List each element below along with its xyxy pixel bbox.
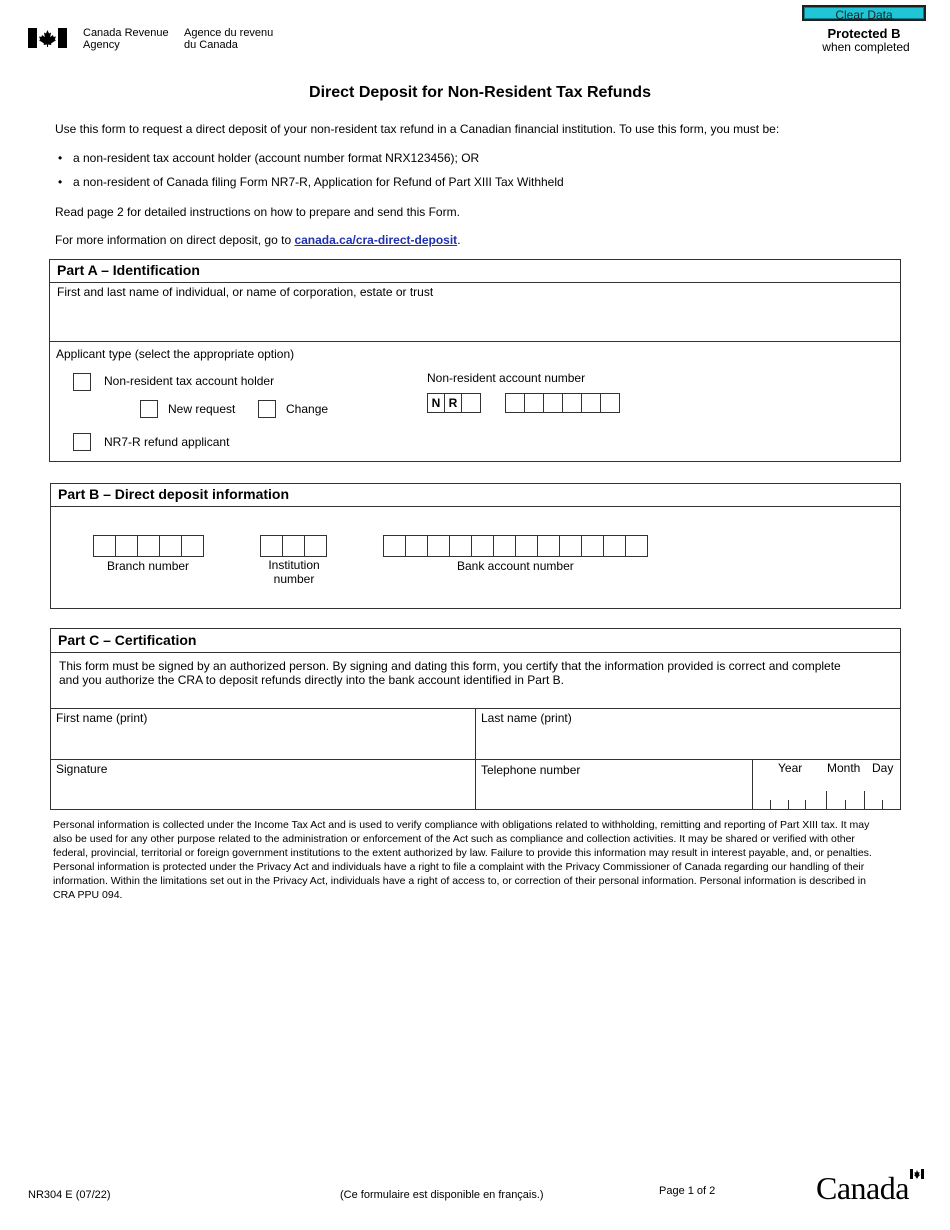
privacy-line: federal, provincial, territorial or foreign government institutions to the extent authorized by law. Failure to provide this information may result in interest payable, and, or penalties. xyxy=(53,847,872,859)
account-holder-label: Non-resident tax account holder xyxy=(104,374,275,388)
signature-field[interactable] xyxy=(51,776,474,810)
account-prefix-cells xyxy=(427,393,481,413)
bank-account-digit-cell[interactable] xyxy=(405,535,428,557)
bullet-1-text: a non-resident tax account holder (account number format NRX123456); OR xyxy=(73,151,480,165)
bank-account-digit-cell[interactable] xyxy=(427,535,450,557)
date-field[interactable] xyxy=(753,779,900,810)
signature-label: Signature xyxy=(56,762,108,776)
protected-b-label: Protected B xyxy=(827,26,901,41)
bank-account-digit-cell[interactable] xyxy=(471,535,494,557)
account-digit-cells xyxy=(505,393,620,413)
prefix-r-cell: R xyxy=(444,393,462,413)
department-name-fr xyxy=(184,27,273,51)
bullet-2-text: a non-resident of Canada filing Form NR7-R, Application for Refund of Part XIII Tax Withheld xyxy=(73,175,564,189)
branch-number-cells xyxy=(93,535,204,557)
telephone-field[interactable] xyxy=(476,777,750,810)
wordmark-flag-icon xyxy=(910,1169,924,1179)
certification-line2: and you authorize the CRA to deposit refunds directly into the bank account identified in Part B. xyxy=(59,673,564,687)
part-c-section xyxy=(50,628,901,810)
nr7r-checkbox[interactable] xyxy=(73,433,91,451)
year-tick xyxy=(770,800,771,810)
year-label: Year xyxy=(778,761,803,775)
nr7r-label: NR7-R refund applicant xyxy=(104,435,230,449)
certification-line1: This form must be signed by an authorized person. By signing and dating this form, you certify that the information provided is correct and complete xyxy=(59,659,841,673)
year-month-separator xyxy=(826,791,827,810)
canada-flag-logo xyxy=(28,28,67,48)
account-digit-cell[interactable] xyxy=(505,393,525,413)
bank-account-digit-cell[interactable] xyxy=(449,535,472,557)
year-tick xyxy=(805,800,806,810)
branch-digit-cell[interactable] xyxy=(93,535,116,557)
part-a-heading: Part A – Identification xyxy=(50,260,900,283)
day-label: Day xyxy=(872,761,894,775)
day-tick xyxy=(882,800,883,810)
bank-account-digit-cell[interactable] xyxy=(493,535,516,557)
institution-label-line1: Institution xyxy=(268,558,320,572)
part-b-section xyxy=(50,483,901,609)
bank-account-digit-cell[interactable] xyxy=(559,535,582,557)
privacy-line: Personal information is collected under the Income Tax Act and is used to verify compliance with obligations related to withholding, remitting and reporting of Part XIII tax. It may xyxy=(53,819,870,831)
dept-fr-line2: du Canada xyxy=(184,39,238,51)
account-digit-cell[interactable] xyxy=(461,393,481,413)
certification-text xyxy=(59,659,841,687)
more-info-suffix: . xyxy=(457,233,461,247)
department-name-en xyxy=(83,27,169,51)
name-label: First and last name of individual, or name of corporation, estate or trust xyxy=(57,285,434,299)
clear-data-button[interactable]: Clear Data xyxy=(802,5,926,21)
intro-text: Use this form to request a direct deposit of your non-resident tax refund in a Canadian financial institution. To use this form, you must be: xyxy=(55,122,780,136)
branch-digit-cell[interactable] xyxy=(181,535,204,557)
account-digit-cell[interactable] xyxy=(581,393,601,413)
dept-fr-line1: Agence du revenu xyxy=(184,27,274,39)
new-request-checkbox[interactable] xyxy=(140,400,158,418)
month-day-separator xyxy=(864,791,865,810)
read-page-2-text: Read page 2 for detailed instructions on how to prepare and send this Form. xyxy=(55,205,460,219)
branch-digit-cell[interactable] xyxy=(115,535,138,557)
branch-number-label: Branch number xyxy=(107,559,190,573)
bank-account-digit-cell[interactable] xyxy=(383,535,406,557)
part-c-heading: Part C – Certification xyxy=(51,629,900,653)
month-tick xyxy=(845,800,846,810)
french-availability-note: (Ce formulaire est disponible en français.) xyxy=(340,1189,544,1201)
part-c-divider-2 xyxy=(51,759,900,760)
account-digit-cell[interactable] xyxy=(562,393,582,413)
month-label: Month xyxy=(827,761,861,775)
part-a-section xyxy=(49,259,901,462)
privacy-notice xyxy=(53,818,901,902)
account-digit-cell[interactable] xyxy=(524,393,544,413)
institution-digit-cell[interactable] xyxy=(260,535,283,557)
account-holder-checkbox[interactable] xyxy=(73,373,91,391)
first-name-field[interactable] xyxy=(51,725,474,759)
when-completed-label: when completed xyxy=(822,40,910,54)
change-checkbox[interactable] xyxy=(258,400,276,418)
privacy-line: information. Within the limitations set out in the Privacy Act, individuals have a right of access to, or correction of their personal information. Personal information is described in xyxy=(53,875,866,887)
bullet-2-symbol: • xyxy=(58,175,63,189)
new-request-label: New request xyxy=(168,402,236,416)
institution-digit-cell[interactable] xyxy=(304,535,327,557)
form-title: Direct Deposit for Non-Resident Tax Refunds xyxy=(309,84,651,101)
institution-label-line2: number xyxy=(273,572,315,586)
last-name-label: Last name (print) xyxy=(481,711,572,725)
account-digit-cell[interactable] xyxy=(543,393,563,413)
direct-deposit-link[interactable]: canada.ca/cra-direct-deposit xyxy=(294,233,458,247)
prefix-n-cell: N xyxy=(427,393,445,413)
form-code: NR304 E (07/22) xyxy=(28,1189,111,1201)
institution-number-label xyxy=(254,558,334,586)
branch-digit-cell[interactable] xyxy=(137,535,160,557)
institution-digit-cell[interactable] xyxy=(282,535,305,557)
privacy-line: CRA PPU 094. xyxy=(53,889,123,901)
account-digit-cell[interactable] xyxy=(600,393,620,413)
bullet-1-symbol: • xyxy=(58,151,63,165)
privacy-line: Personal information is protected under the Privacy Act and individuals have a right to file a complaint with the Privacy Commissioner of Canada regarding our handling of their xyxy=(53,861,865,873)
more-info-prefix: For more information on direct deposit, go to xyxy=(55,233,295,247)
more-info-text xyxy=(55,233,461,247)
dept-en-line1: Canada Revenue xyxy=(83,27,169,39)
bank-account-digit-cell[interactable] xyxy=(625,535,648,557)
bank-account-digit-cell[interactable] xyxy=(603,535,626,557)
name-field[interactable] xyxy=(50,300,900,340)
first-name-label: First name (print) xyxy=(56,711,148,725)
bank-account-digit-cell[interactable] xyxy=(581,535,604,557)
last-name-field[interactable] xyxy=(476,725,900,759)
bank-account-label: Bank account number xyxy=(457,559,574,573)
part-a-divider xyxy=(50,341,900,342)
canada-wordmark: Canada xyxy=(816,1170,909,1206)
page-number: Page 1 of 2 xyxy=(659,1185,716,1197)
branch-digit-cell[interactable] xyxy=(159,535,182,557)
institution-number-cells xyxy=(260,535,327,557)
privacy-line: also be used for any other purpose related to the administration or enforcement of the Act such as compliance and collection activities. It may be shared or verified with other xyxy=(53,833,855,845)
account-number-label: Non-resident account number xyxy=(427,371,586,385)
change-label: Change xyxy=(286,402,329,416)
part-b-heading: Part B – Direct deposit information xyxy=(51,484,900,507)
telephone-label: Telephone number xyxy=(481,763,581,777)
applicant-type-label: Applicant type (select the appropriate option) xyxy=(56,347,295,361)
dept-en-line2: Agency xyxy=(83,39,120,51)
bank-account-digit-cell[interactable] xyxy=(537,535,560,557)
bank-account-cells xyxy=(383,535,648,557)
year-tick xyxy=(788,800,789,810)
bank-account-digit-cell[interactable] xyxy=(515,535,538,557)
